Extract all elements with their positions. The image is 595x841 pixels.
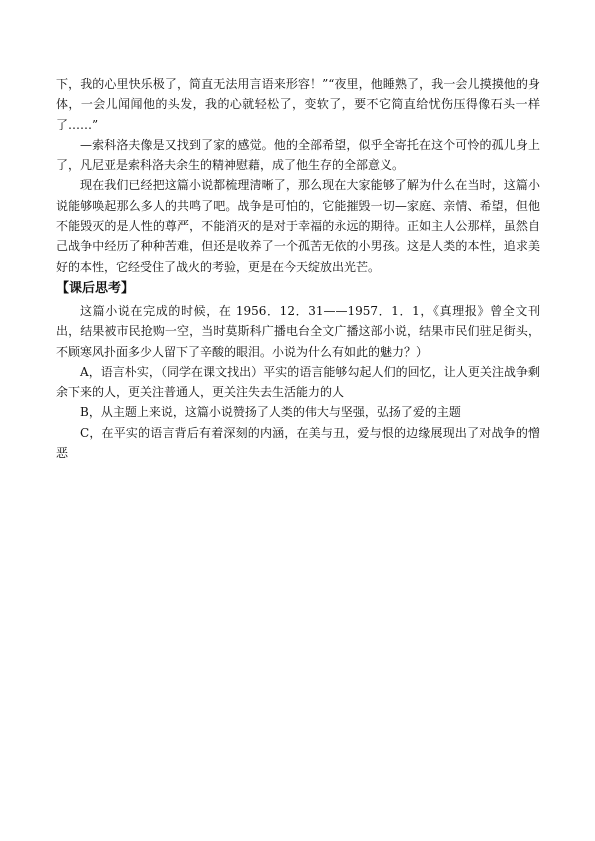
document-body	[56, 74, 540, 463]
option-c: C，在平实的语言背后有着深刻的内涵，在美与丑，爱与恨的边缘展现出了对战争的憎恶	[56, 425, 540, 461]
option-b: B，从主题上来说，这篇小说赞扬了人类的伟大与坚强，弘扬了爱的主题	[80, 405, 461, 420]
option-a: A，语言朴实，（同学在课文找出）平实的语言能够勾起人们的回忆，让人更关注战争剩余下来的人，更关注普通人，更关注失去生活能力的人	[56, 364, 540, 400]
paragraph-continuation: 下，我的心里快乐极了，简直无法用言语来形容！”“夜里，他睡熟了，我一会儿摸摸他的身体，一会儿闻闻他的头发，我的心就轻松了，变软了，要不它简直给忧伤压得像石头一样了……”	[56, 77, 540, 132]
question-paragraph: 这篇小说在完成的时候，在 1956．12．31——1957．1．1，《真理报》曾全文刊出，结果被市民抢购一空，当时莫斯科广播电台全文广播这部小说，结果市民们驻足街头，不顾寒风扑面多少人留下了辛酸的眼泪。小说为什么有如此的魅力？）	[56, 303, 540, 359]
paragraph-sokolov: —索科洛夫像是又找到了家的感觉。他的全部希望，似乎全寄托在这个可怜的孤儿身上了，凡尼亚是索科洛夫余生的精神慰藉，成了他生存的全部意义。	[56, 137, 540, 173]
section-heading: 【课后思考】	[56, 280, 135, 296]
paragraph-analysis: 现在我们已经把这篇小说都梳理清晰了，那么现在大家能够了解为什么在当时，这篇小说能够唤起那么多人的共鸣了吧。战争是可怕的，它能摧毁一切—家庭、亲情、希望，但他不能毁灭的是人性的尊严，不能消灭的是对于幸福的永远的期待。正如主人公那样，虽然自己战争中经历了种种苦难，但还是收养了一个孤苦无依的小男孩。这是人类的本性，追求美好的本性，它经受住了战火的考验，更是在今天绽放出光芒。	[56, 178, 540, 274]
